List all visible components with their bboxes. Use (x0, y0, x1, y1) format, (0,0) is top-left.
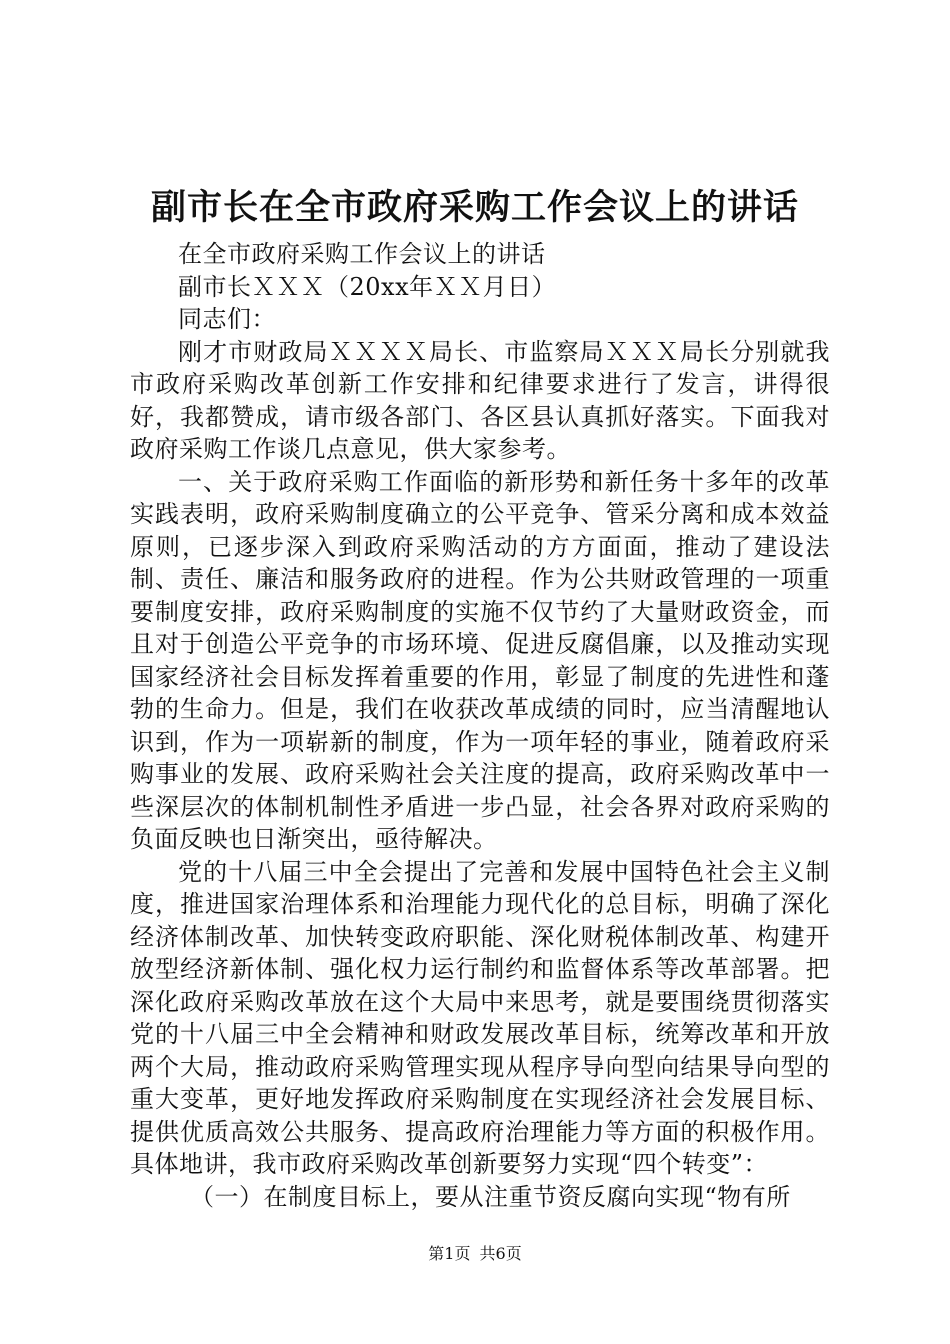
paragraph: 一、关于政府采购工作面临的新形势和新任务十多年的改革实践表明，政府采购制度确立的公平竞争、管采分离和成本效益原则，已逐步深入到政府采购活动的方方面面，推动了建设法制、责任、廉洁和服务政府的进程。作为公共财政管理的一项重要制度安排，政府采购制度的实施不仅节约了大量财政资金，而且对于创造公平竞争的市场环境、促进反腐倡廉，以及推动实现国家经济社会目标发挥着重要的作用，彰显了制度的先进性和蓬勃的生命力。但是，我们在收获改革成绩的同时，应当清醒地认识到，作为一项崭新的制度，作为一项年轻的事业，随着政府采购事业的发展、政府采购社会关注度的提高，政府采购改革中一些深层次的体制机制性矛盾进一步凸显，社会各界对政府采购的负面反映也日渐突出，亟待解决。 (130, 467, 830, 853)
speech-byline: 副市长ＸＸＸ（20xx年ＸＸ月日） (178, 272, 557, 301)
paragraph: 刚才市财政局ＸＸＸＸ局长、市监察局ＸＸＸ局长分别就我市政府采购改革创新工作安排和纪律要求进行了发言，讲得很好，我都赞成，请市级各部门、各区县认真抓好落实。下面我对政府采购工作谈几点意见，供大家参考。 (130, 337, 830, 463)
paragraph: （一）在制度目标上，要从注重节资反腐向实现“物有所 (190, 1182, 791, 1211)
document-body (130, 238, 830, 1213)
page-number: 第1页 (428, 1244, 471, 1263)
document-title: 副市长在全市政府采购工作会议上的讲话 (150, 187, 799, 228)
paragraph: 党的十八届三中全会提出了完善和发展中国特色社会主义制度，推进国家治理体系和治理能力现代化的总目标，明确了深化经济体制改革、加快转变政府职能、深化财税体制改革、构建开放型经济新体制、强化权力运行制约和监督体系等改革部署。把深化政府采购改革放在这个大局中来思考，就是要围绕贯彻落实党的十八届三中全会精神和财政发展改革目标，统筹改革和开放两个大局，推动政府采购管理实现从程序导向型向结果导向型的重大变革，更好地发挥政府采购制度在实现经济社会发展目标、提供优质高效公共服务、提高政府治理能力等方面的积极作用。具体地讲，我市政府采购改革创新要努力实现“四个转变”： (130, 857, 830, 1178)
page-total: 共6页 (479, 1244, 522, 1263)
speech-subtitle: 在全市政府采购工作会议上的讲话 (178, 240, 546, 268)
salutation: 同志们： (178, 305, 276, 333)
page-footer (0, 1242, 950, 1266)
